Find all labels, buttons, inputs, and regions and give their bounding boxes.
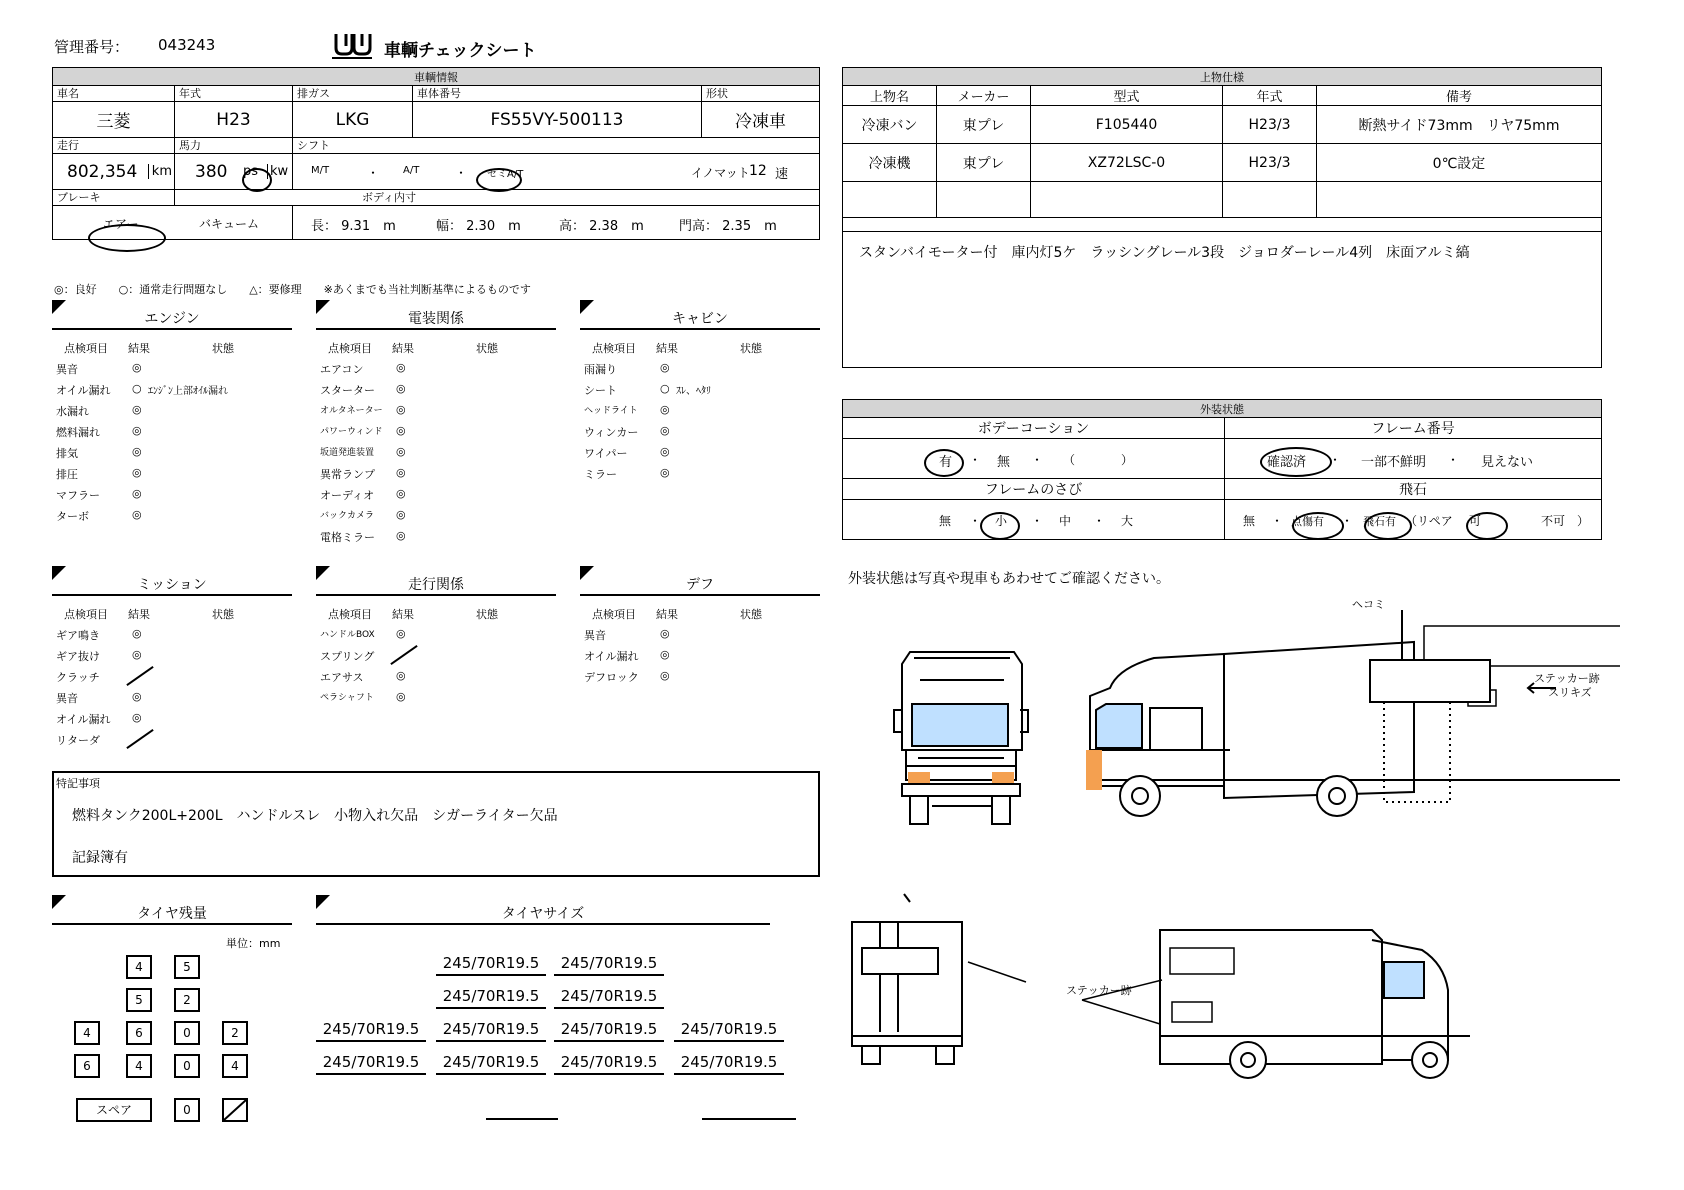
rating-legend: ◎：良好 ○：通常走行問題なし △：要修理 ※あくまでも当社判断基準によるものです [54,283,531,296]
shift-speeds: 12 [749,163,767,179]
inspection-result: ◎ [132,627,142,640]
inspection-item: スターター [320,384,375,397]
tire-size-value: 245/70R19.5 [436,983,546,1009]
inspection-item: エアコン [320,363,364,376]
inspection-result: ◎ [660,466,670,479]
inspection-result: ◎ [396,508,406,521]
inspection-result: ◎ [660,669,670,682]
tire-size-value: 245/70R19.5 [316,1049,426,1075]
tire-size-title: タイヤサイズ [316,903,770,925]
sticker-label-2: ステッカー跡 [1066,984,1132,997]
tire-tread-box: 4 [126,1054,152,1078]
inspection-result: ◎ [660,403,670,416]
label-mileage: 走行 [53,138,175,154]
inspection-item: パワーウィンド [320,427,383,437]
upper-spec-note: スタンバイモーター付 庫内灯5ケ ラッシングレール3段 ジョロダーレール4列 床面アルミ縞 [843,232,1602,368]
inspection-result: ◎ [660,361,670,374]
tire-tread-box: 2 [222,1021,248,1045]
inspection-result: ◎ [396,445,406,458]
label-body-number: 車体番号 [413,86,702,102]
body-dimensions: 長： 9.31 m 幅： 2.30 m 高： 2.38 m 門高： 2.35 m [293,206,820,240]
inspection-item: デフロック [584,671,639,684]
truck-side-view-left [1160,930,1470,1078]
vehicle-body-number: FS55VY-500113 [413,102,702,138]
frame-number-values: 確認済 ・ 一部不鮮明 ・ 見えない [1225,439,1602,479]
tire-tread-box: 4 [126,955,152,979]
frame-confirmed-circle [1260,447,1332,477]
inspection-item: ペラシャフト [320,693,374,703]
column-header: 状態 [212,342,234,355]
shift-semi-at: セミA/T [487,169,524,180]
inspection-result: ◎ [396,669,406,682]
tire-tread-box: 4 [222,1054,248,1078]
inspection-result: ◎ [132,508,142,521]
label-shape: 形状 [702,86,820,102]
inspection-result: ◎ [396,403,406,416]
inspection-item: 電格ミラー [320,531,375,544]
inspection-item: 異音 [56,363,78,376]
vehicle-emission: LKG [293,102,413,138]
section-title: キャビン [580,308,820,330]
inspection-item: 排気 [56,447,78,460]
column-header: 状態 [212,608,234,621]
dent-label: ヘコミ [1352,598,1385,611]
tire-tread-box: 0 [174,1054,200,1078]
shift-mt: M/T [311,165,330,176]
vehicle-year: H23 [175,102,293,138]
label-brake: ブレーキ [53,190,175,206]
air-brake-circle [88,224,166,252]
inspection-result: ○ [132,382,142,395]
stone-chip-values: 無 ・ 点傷有 ・ 飛石有 （リペア 可 不可 ） [1225,500,1602,540]
scratch-label: スリキズ [1548,686,1592,699]
not-applicable-slash [126,729,153,749]
inspection-result: ◎ [396,466,406,479]
column-header: 点検項目 [328,342,372,355]
vehicle-shape: 冷凍車 [702,102,820,138]
inspection-item: ギア抜け [56,650,100,663]
special-notes-title: 特記事項 [56,777,100,790]
inspection-result: ◎ [132,648,142,661]
column-header: 結果 [392,608,414,621]
section-title: エンジン [52,308,292,330]
column-header: 状態 [740,608,762,621]
column-header: 状態 [740,342,762,355]
inspection-result: ◎ [660,648,670,661]
section-title: ミッション [52,574,292,596]
inspection-item: マフラー [56,489,100,502]
column-header: 点検項目 [592,608,636,621]
column-header: 結果 [392,342,414,355]
tire-tread-box: 4 [74,1021,100,1045]
inspection-result: ◎ [132,424,142,437]
tire-tread-box: 6 [126,1021,152,1045]
column-header: 点検項目 [592,342,636,355]
unit-kw: kw [267,164,288,179]
column-header: 結果 [656,608,678,621]
inspection-item: エアサス [320,671,364,684]
inspection-item: 雨漏り [584,363,617,376]
tire-tread-box: 6 [74,1054,100,1078]
inspection-result: ◎ [132,711,142,724]
shift-inomat: イノマット [691,166,750,180]
coating-yes-circle [924,449,964,477]
inspection-result: ◎ [132,445,142,458]
section-title: 電装関係 [316,308,556,330]
inspection-item: ヘッドライト [584,406,638,416]
brake-air: エアー [103,217,139,231]
upper-row-van: 冷凍バン 東プレ F105440 H23/3 断熱サイド73mm リヤ75mm [843,106,1602,144]
special-notes-line1: 燃料タンク200L+200L ハンドルスレ 小物入れ欠品 シガーライター欠品 [72,808,558,824]
tire-tread-box: 0 [174,1021,200,1045]
inspection-item: 排圧 [56,468,78,481]
inspection-result: ◎ [396,529,406,542]
inspection-result: ◎ [660,627,670,640]
exterior-header: 外装状態 [843,400,1602,418]
inspection-result: ◎ [132,466,142,479]
label-shift: シフト [293,138,820,154]
not-applicable-slash [390,645,417,665]
truck-front-view [894,652,1028,824]
chip-stone-circle [1364,512,1412,540]
label-maker: 車名 [53,86,175,102]
label-horsepower: 馬力 [175,138,293,154]
special-notes-box [52,771,820,877]
inspection-item: スプリング [320,650,375,663]
tire-size-value: 245/70R19.5 [436,950,546,976]
tire-tread-box: 0 [174,1098,200,1122]
inspection-result: ◎ [132,690,142,703]
inspection-result: ◎ [132,361,142,374]
upper-row-refrigerator: 冷凍機 東プレ XZ72LSC-0 H23/3 0℃設定 [843,144,1602,182]
semi-at-circle [476,168,522,192]
inspection-result: ◎ [132,403,142,416]
inspection-item: オイル漏れ [584,650,639,663]
mileage-value: 802,354 [67,162,138,182]
rust-small-circle [980,512,1020,540]
inspection-item: オーディオ [320,489,375,502]
inspection-item: オイル漏れ [56,384,111,397]
column-header: 結果 [656,342,678,355]
sticker-lines [968,962,1162,1024]
inspection-item: ターボ [56,510,89,523]
label-year: 年式 [175,86,293,102]
vehicle-info-table: 車輌情報 車名 年式 排ガス 車体番号 形状 三菱 H23 LKG FS55VY-500113 冷凍車 走行 馬力 シフト 802,354 km 380 ps kw M/T ・ A/T ・ セミA/T イノマット 12 速 ブレーキ ボディ内寸 エアー バキューム 長： 9.31 m 幅： 2.30 m 高： 2.38 m 門高： 2.35 m [52,67,820,240]
inspection-item: クラッチ [56,671,100,684]
column-header: 状態 [476,608,498,621]
frame-rust-values: 無 ・ 小 ・ 中 ・ 大 [843,500,1225,540]
vehicle-maker: 三菱 [53,102,175,138]
management-number: 043243 [158,36,216,54]
inspection-item: 異音 [56,692,78,705]
horsepower-value: 380 [195,162,228,182]
inspection-item: オルタネーター [320,406,383,416]
inspection-result: ◎ [396,487,406,500]
inspection-item: リターダ [56,734,100,747]
unit-ps: ps [243,164,259,179]
tire-size-value: 245/70R19.5 [554,983,664,1009]
inspection-item: 水漏れ [56,405,89,418]
inspection-item: 異常ランプ [320,468,375,481]
inspection-item: 坂道発進装置 [320,448,375,458]
company-logo [332,32,372,60]
brake-vacuum: バキューム [199,217,260,231]
column-header: 点検項目 [64,342,108,355]
inspection-result: ◎ [660,424,670,437]
tire-tread-box: 5 [174,955,200,979]
tire-size-value: 245/70R19.5 [554,950,664,976]
tire-size-value: 245/70R19.5 [674,1049,784,1075]
upper-spec-header: 上物仕様 [843,68,1602,86]
exterior-note: 外装状態は写真や現車もあわせてご確認ください。 [848,571,1170,587]
column-header: 点検項目 [64,608,108,621]
sticker-mark-box [1370,660,1490,702]
section-title: デフ [580,574,820,596]
section-title: 走行関係 [316,574,556,596]
sheet-title: 車輌チェックシート [384,41,537,61]
tire-tread-box: スペア [76,1098,152,1122]
spare-na-box [222,1098,248,1122]
tire-tread-box: 2 [174,988,200,1012]
inspection-item: ミラー [584,468,617,481]
vehicle-info-header: 車輌情報 [53,68,820,86]
inspection-result: ◎ [396,361,406,374]
special-notes-line2: 記録簿有 [72,850,128,866]
tire-remain-title: タイヤ残量 [52,903,292,925]
mileage-unit: km [148,164,172,179]
inspection-item: シート [584,384,617,397]
ps-circle [242,168,272,192]
inspection-result: ◎ [396,690,406,703]
inspection-state: ｽﾚ、ﾍﾀﾘ [676,386,711,397]
inspection-item: 燃料漏れ [56,426,100,439]
inspection-result: ◎ [396,382,406,395]
inspection-item: オイル漏れ [56,713,111,726]
chip-dent-circle [1292,512,1344,540]
column-header: 結果 [128,608,150,621]
sticker-label: ステッカー跡 [1534,672,1600,685]
column-header: 結果 [128,342,150,355]
label-emission: 排ガス [293,86,413,102]
tire-size-value: 245/70R19.5 [554,1016,664,1042]
tire-size-value: 245/70R19.5 [554,1049,664,1075]
truck-rear-view [852,894,962,1064]
shift-at: A/T [403,165,420,176]
truck-side-view [1086,626,1620,816]
inspection-state: ｴﾝｼﾞﾝ上部ｵｲﾙ漏れ [148,386,228,397]
inspection-item: ワイパー [584,447,628,460]
upper-body-spec-table: 上物仕様 上物名 メーカー 型式 年式 備考 冷凍バン 東プレ F105440 H23/3 断熱サイド73mm リヤ75mm 冷凍機 東プレ XZ72LSC-0 H23/3 0℃設定 スタンバイモーター付 庫内灯5ケ ラッシングレール3段 ジョロダーレール4列 床面アルミ縞 [842,67,1602,368]
management-label: 管理番号： [54,38,130,56]
tire-size-value: 245/70R19.5 [436,1049,546,1075]
chip-repair-ok-circle [1466,512,1508,540]
exterior-table: 外装状態 ボデーコーション フレーム番号 有 ・ 無 ・ （ ） 確認済 ・ 一部不鮮明 ・ 見えない フレームのさび 飛石 無 ・ 小 ・ 中 ・ 大 無 ・ 点傷有 ・ 飛石有 （リペア 可 不可 ） [842,399,1602,540]
inspection-result: ◎ [132,487,142,500]
tire-size-value: 245/70R19.5 [674,1016,784,1042]
column-header: 状態 [476,342,498,355]
inspection-result: ○ [660,382,670,395]
inspection-item: 異音 [584,629,606,642]
inspection-item: バックカメラ [320,511,375,521]
truck-damage-diagram [840,600,1620,1100]
not-applicable-slash [126,666,153,686]
column-header: 点検項目 [328,608,372,621]
inspection-result: ◎ [396,424,406,437]
tire-size-value: 245/70R19.5 [436,1016,546,1042]
inspection-result: ◎ [660,445,670,458]
tire-size-value: 245/70R19.5 [316,1016,426,1042]
coating-values: 有 ・ 無 ・ （ ） [843,439,1225,479]
label-body-inner-dimensions: ボディ内寸 [175,190,820,206]
tire-remain-unit: 単位：mm [226,937,281,950]
inspection-item: ハンドルBOX [320,630,375,640]
inspection-result: ◎ [396,627,406,640]
inspection-item: ウィンカー [584,426,639,439]
inspection-item: ギア鳴き [56,629,100,642]
tire-tread-box: 5 [126,988,152,1012]
